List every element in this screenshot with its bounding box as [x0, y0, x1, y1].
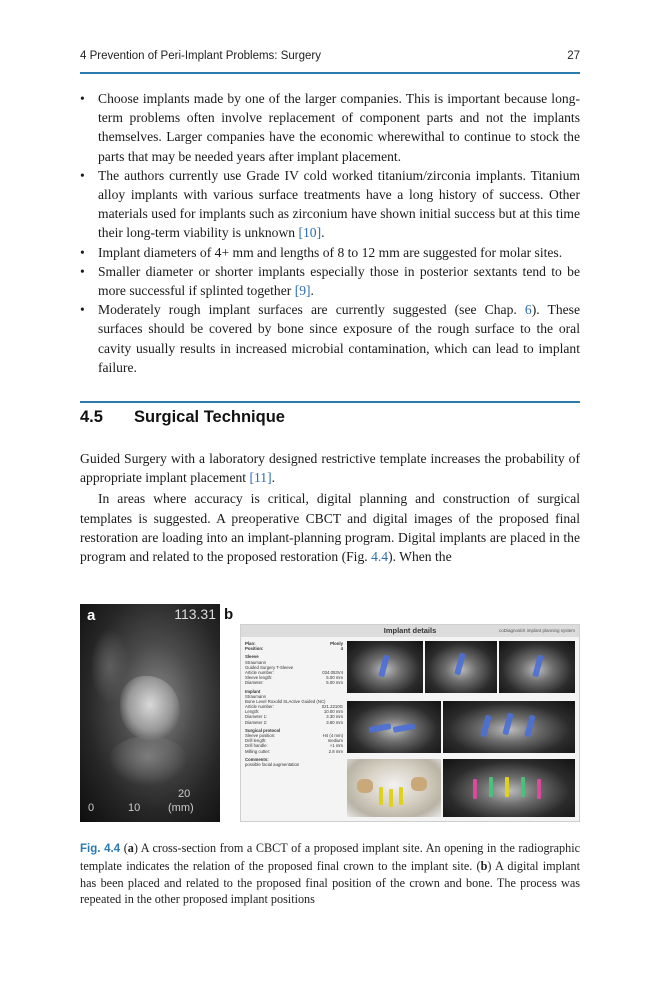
detail-key: Implant: [245, 688, 261, 694]
implant-marker: [378, 655, 389, 678]
detail-key: Comments:: [245, 756, 269, 762]
ct-view: [499, 641, 575, 693]
detail-key: Plan:: [245, 641, 256, 646]
citation-link[interactable]: [11]: [249, 470, 272, 486]
detail-value: 5.00 mm: [326, 680, 343, 686]
implant-details-panel: [245, 641, 343, 767]
implant-planning-screenshot: [240, 624, 580, 822]
implant-pin: [537, 779, 541, 799]
implant-marker: [502, 713, 513, 736]
chapter-title: 4 Prevention of Peri-Implant Problems: Surgery: [80, 50, 321, 62]
detail-key: Sleeve length:: [245, 675, 273, 681]
scale-unit: (mm): [168, 802, 194, 814]
recommendation-list: [80, 89, 580, 377]
list-item: • Moderately rough implant surfaces are currently suggested (see Chap. 6). These surfaces should be covered by bone since exposure of the rough surface to the oral cavity usually results in increased microbial contamination, which can lead to implant failure.: [80, 300, 580, 377]
detail-value: 10.00 mm: [323, 709, 343, 715]
list-item: • Choose implants made by one of the larger companies. This is important because long-term problems often involve replacement of component parts and not the implants themselves. Larger companies have the economic wherewithal to continue to stock the parts that may be needed years after implant placement.: [80, 89, 580, 166]
header-rule: [80, 72, 580, 74]
detail-value: 3.30 mm: [326, 714, 343, 720]
chapter-link[interactable]: 6: [524, 302, 532, 318]
detail-key: Diameter 1:: [245, 714, 268, 720]
detail-key: Straumann: [245, 693, 267, 699]
ridge-region: [108, 736, 188, 786]
detail-key: possible facial augmentation: [245, 761, 300, 767]
implant-pin: [489, 777, 493, 797]
implant-marker: [532, 655, 543, 678]
figure-number: Fig. 4.4: [80, 843, 121, 855]
detail-key: Straumann: [245, 659, 267, 665]
detail-value: 2.8 mm: [328, 748, 343, 754]
detail-value: 021.2210G: [321, 704, 343, 710]
section-number: 4.5: [80, 408, 103, 426]
tooth: [411, 777, 427, 791]
detail-value: H4 (4 mm): [322, 733, 343, 738]
ct-view: [347, 641, 423, 693]
detail-key: Article number:: [245, 704, 274, 710]
detail-value: 5.00 mm: [326, 675, 343, 681]
list-item: • Implant diameters of 4+ mm and lengths of 8 to 12 mm are suggested for molar sites.: [80, 243, 580, 262]
citation-link[interactable]: [9]: [294, 283, 311, 299]
detail-key: Sleeve position:: [245, 733, 276, 738]
detail-value: 034.053V4: [322, 669, 343, 675]
detail-key: Drill handle:: [245, 743, 268, 749]
detail-key: Position:: [245, 646, 264, 652]
detail-key: Bone Level Roxolid SLActive Guided (NC): [245, 698, 326, 704]
detail-key: Milling cutter:: [245, 748, 271, 754]
ct-panoramic-view: [443, 701, 575, 753]
tooth: [357, 779, 373, 793]
detail-value: 4: [340, 646, 343, 652]
detail-value: medium: [327, 738, 343, 744]
cbct-cross-section-image: [80, 604, 220, 822]
detail-key: Surgical protocol: [245, 727, 281, 733]
implant-marker: [480, 715, 491, 738]
section-title: Surgical Technique: [134, 408, 285, 426]
detail-key: Drill length:: [245, 738, 267, 744]
paragraph: Guided Surgery with a laboratory designed restrictive template increases the probability of appropriate implant placement [11].: [80, 451, 580, 486]
scale-tick-20: 20: [178, 788, 191, 800]
detail-value: 3.80 mm: [326, 719, 343, 725]
3d-model-view: [347, 759, 441, 817]
implant-pin: [521, 777, 525, 797]
implant-pin: [505, 777, 509, 797]
implant-pin: [399, 787, 403, 805]
scale-tick-0: 0: [88, 802, 95, 814]
software-name: coDiagnostiX implant planning system: [498, 628, 575, 633]
section-heading: [80, 408, 580, 432]
running-head: [80, 50, 580, 68]
list-item: • Smaller diameter or shorter implants especially those in posterior sextants tend to be more successful if splinted together [9].: [80, 262, 580, 300]
implant-pin: [379, 787, 383, 805]
scale-tick-10: 10: [128, 802, 141, 814]
detail-key: Article number:: [245, 669, 274, 675]
section-rule: [80, 401, 580, 403]
implant-pin: [389, 789, 393, 807]
detail-key: Guided Surgery T-Sleeve: [245, 664, 294, 670]
template-opening: [120, 676, 180, 740]
body-text: [80, 449, 580, 566]
figure-link[interactable]: 4.4: [371, 549, 389, 565]
implant-marker: [454, 653, 465, 676]
scale-reading: 113.31: [174, 606, 216, 622]
detail-key: Diameter 2:: [245, 719, 268, 725]
implant-marker: [524, 715, 535, 738]
implant-marker: [393, 723, 416, 733]
implant-details-title: Implant details: [383, 626, 437, 635]
3d-panoramic-view: [443, 759, 575, 817]
ct-view: [425, 641, 497, 693]
planning-title-bar: [241, 625, 579, 637]
detail-key: Length:: [245, 709, 260, 715]
detail-row: [245, 762, 343, 767]
citation-link[interactable]: [10]: [298, 225, 322, 241]
paragraph: In areas where accuracy is critical, digital planning and construction of surgical templates is suggested. A preoperative CBCT and digital images of the proposed final restoration are loading into an implant-planning program. Digital implants are placed in the program and related to the proposed restoration (Fig. 4.4). When the: [80, 491, 580, 565]
detail-key: Sleeve: [245, 654, 259, 660]
page-number: 27: [567, 50, 580, 62]
implant-marker: [369, 723, 392, 733]
list-item: • The authors currently use Grade IV cold worked titanium/zirconia implants. Titanium alloy implants with various surface treatments have a long history of success. Other materials used for implants such as zirconium have shown initial success but at this time their long-term viability is unknown [10].: [80, 166, 580, 243]
panel-b-label: b: [224, 606, 234, 623]
detail-key: Diameter:: [245, 680, 264, 686]
detail-value: Plonly: [330, 641, 343, 646]
panel-a-label: a: [87, 607, 96, 624]
implant-pin: [473, 779, 477, 799]
ct-axial-view: [347, 701, 441, 753]
figure-caption: Fig. 4.4 (a) A cross-section from a CBCT of a proposed implant site. An opening in the radiographic template indicates the relation of the proposed final crown to the implant site. (b) A digital implant has been placed and related to the proposed final position of the crown and bone. The process was repeated in the other proposed implant positions: [80, 841, 580, 907]
detail-value: +1 mm: [329, 743, 343, 749]
